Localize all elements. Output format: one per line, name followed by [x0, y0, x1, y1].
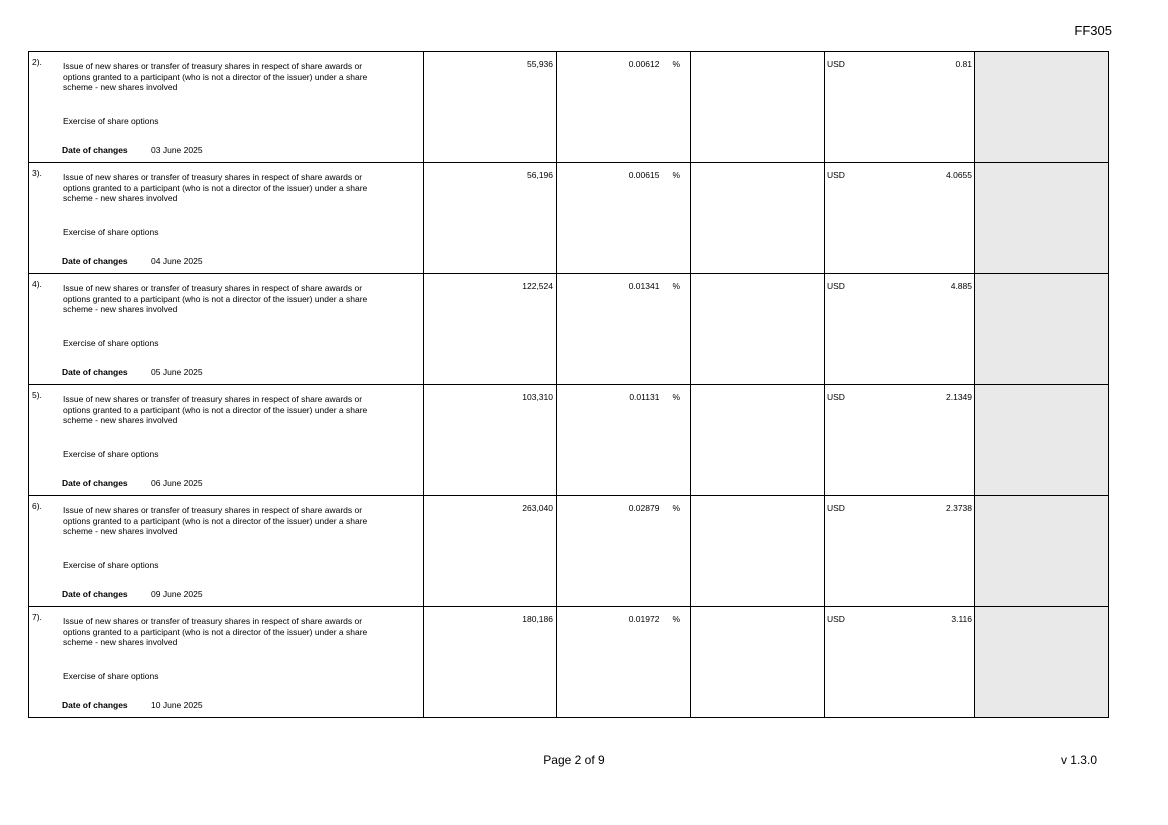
blank-cell [691, 163, 825, 273]
date-of-changes-value: 09 June 2025 [151, 589, 203, 599]
form-version: v 1.3.0 [1060, 753, 1097, 767]
percent-sign: % [672, 392, 680, 402]
shares-cell [424, 274, 557, 384]
shares-cell [424, 496, 557, 606]
issue-price: 2.3738 [946, 503, 972, 513]
date-of-changes [62, 700, 203, 710]
number-of-shares: 263,040 [522, 503, 553, 513]
date-of-changes-label: Date of changes [62, 478, 128, 488]
table-row [29, 274, 1109, 385]
event-description: Issue of new shares or transfer of treasury shares in respect of share awards or options granted to a participant (who is not a director of the issuer) under a share scheme - new shares involved [63, 505, 368, 536]
particulars-cell [29, 274, 424, 384]
event-nature: Exercise of share options [63, 227, 159, 237]
table-row [29, 607, 1109, 718]
currency: USD [827, 281, 845, 291]
shaded-cell [975, 385, 1109, 495]
currency: USD [827, 392, 845, 402]
price-cell [825, 163, 975, 273]
number-of-shares: 180,186 [522, 614, 553, 624]
percent-sign: % [672, 59, 680, 69]
blank-cell [691, 274, 825, 384]
shares-cell [424, 52, 557, 162]
number-of-shares: 103,310 [522, 392, 553, 402]
price-cell [825, 52, 975, 162]
price-cell [825, 385, 975, 495]
percentage [629, 170, 680, 180]
percentage-value: 0.01972 [628, 614, 660, 624]
shaded-cell [975, 52, 1109, 162]
page-number: Page 2 of 9 [543, 753, 605, 767]
shares-cell [424, 607, 557, 717]
percent-sign: % [672, 170, 680, 180]
price-cell [825, 607, 975, 717]
table-row [29, 163, 1109, 274]
percentage-cell [557, 496, 691, 606]
row-index: 3). [32, 168, 42, 178]
date-of-changes-value: 04 June 2025 [151, 256, 203, 266]
particulars-cell [29, 607, 424, 717]
percentage-cell [557, 163, 691, 273]
shaded-cell [975, 607, 1109, 717]
event-nature: Exercise of share options [63, 449, 159, 459]
event-nature: Exercise of share options [63, 338, 159, 348]
date-of-changes [62, 145, 203, 155]
currency: USD [827, 170, 845, 180]
date-of-changes-value: 10 June 2025 [151, 700, 203, 710]
date-of-changes-label: Date of changes [62, 700, 128, 710]
percentage-cell [557, 52, 691, 162]
number-of-shares: 56,196 [527, 170, 553, 180]
blank-cell [691, 607, 825, 717]
date-of-changes-label: Date of changes [62, 589, 128, 599]
percentage [629, 392, 680, 402]
row-index: 6). [32, 501, 42, 511]
percentage-value: 0.01131 [629, 392, 660, 402]
form-code: FF305 [1074, 23, 1112, 38]
shares-cell [424, 163, 557, 273]
percent-sign: % [672, 281, 680, 291]
percentage [629, 614, 680, 624]
row-index: 2). [32, 57, 42, 67]
number-of-shares: 122,524 [522, 281, 553, 291]
shaded-cell [975, 163, 1109, 273]
particulars-cell [29, 52, 424, 162]
issue-price: 3.116 [951, 614, 972, 624]
particulars-cell [29, 163, 424, 273]
blank-cell [691, 52, 825, 162]
shaded-cell [975, 496, 1109, 606]
percentage [629, 59, 680, 69]
event-description: Issue of new shares or transfer of treasury shares in respect of share awards or options granted to a participant (who is not a director of the issuer) under a share scheme - new shares involved [63, 616, 368, 647]
date-of-changes-value: 06 June 2025 [151, 478, 203, 488]
issue-price: 2.1349 [946, 392, 972, 402]
percentage-value: 0.01341 [628, 281, 660, 291]
date-of-changes-value: 05 June 2025 [151, 367, 203, 377]
issue-price: 0.81 [955, 59, 972, 69]
currency: USD [827, 59, 845, 69]
event-description: Issue of new shares or transfer of treasury shares in respect of share awards or options granted to a participant (who is not a director of the issuer) under a share scheme - new shares involved [63, 283, 368, 314]
date-of-changes [62, 256, 203, 266]
currency: USD [827, 503, 845, 513]
percent-sign: % [672, 614, 680, 624]
number-of-shares: 55,936 [527, 59, 553, 69]
percentage-cell [557, 274, 691, 384]
event-nature: Exercise of share options [63, 671, 159, 681]
table-row [29, 52, 1109, 163]
percentage-value: 0.02879 [628, 503, 660, 513]
date-of-changes [62, 589, 203, 599]
particulars-cell [29, 496, 424, 606]
event-description: Issue of new shares or transfer of treasury shares in respect of share awards or options granted to a participant (who is not a director of the issuer) under a share scheme - new shares involved [63, 61, 368, 92]
percent-sign: % [672, 503, 680, 513]
percentage-cell [557, 385, 691, 495]
date-of-changes [62, 478, 203, 488]
issue-price: 4.885 [950, 281, 972, 291]
row-index: 5). [32, 390, 42, 400]
date-of-changes [62, 367, 203, 377]
particulars-cell [29, 385, 424, 495]
shares-cell [424, 385, 557, 495]
table-row [29, 385, 1109, 496]
table-row [29, 496, 1109, 607]
event-nature: Exercise of share options [63, 116, 159, 126]
percentage-value: 0.00615 [628, 170, 660, 180]
event-description: Issue of new shares or transfer of treasury shares in respect of share awards or options granted to a participant (who is not a director of the issuer) under a share scheme - new shares involved [63, 394, 368, 425]
blank-cell [691, 385, 825, 495]
issue-price: 4.0655 [946, 170, 972, 180]
row-index: 4). [32, 279, 42, 289]
percentage-value: 0.00612 [628, 59, 660, 69]
row-index: 7). [32, 612, 42, 622]
event-description: Issue of new shares or transfer of treasury shares in respect of share awards or options granted to a participant (who is not a director of the issuer) under a share scheme - new shares involved [63, 172, 368, 203]
date-of-changes-label: Date of changes [62, 367, 128, 377]
event-nature: Exercise of share options [63, 560, 159, 570]
date-of-changes-value: 03 June 2025 [151, 145, 203, 155]
date-of-changes-label: Date of changes [62, 256, 128, 266]
share-changes-table [28, 51, 1109, 718]
blank-cell [691, 496, 825, 606]
currency: USD [827, 614, 845, 624]
percentage-cell [557, 607, 691, 717]
price-cell [825, 496, 975, 606]
percentage [629, 281, 680, 291]
percentage [629, 503, 680, 513]
shaded-cell [975, 274, 1109, 384]
date-of-changes-label: Date of changes [62, 145, 128, 155]
price-cell [825, 274, 975, 384]
